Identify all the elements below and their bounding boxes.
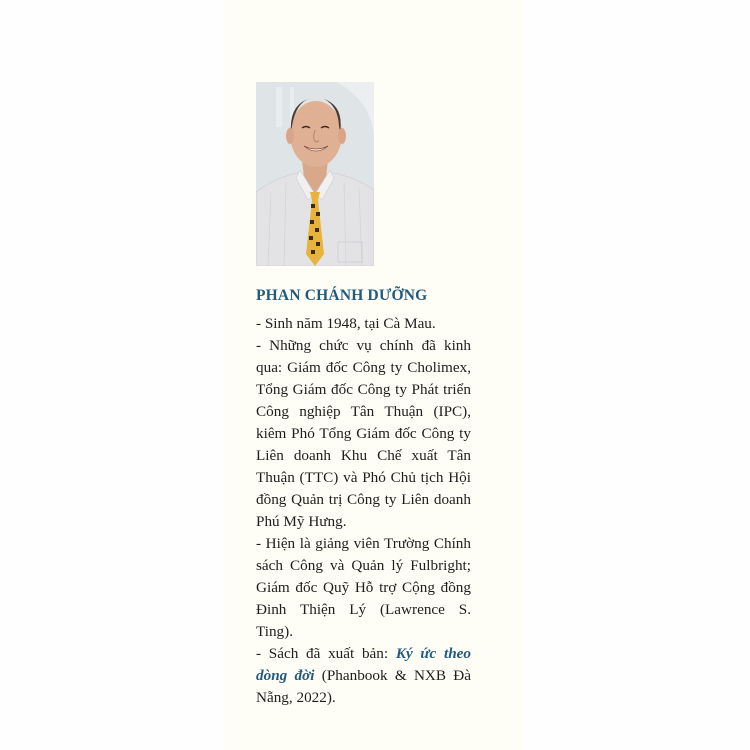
author-bio [256, 285, 471, 709]
bio-item-birth: - Sinh năm 1948, tại Cà Mau. [256, 315, 436, 332]
portrait-image-icon [256, 82, 374, 266]
bio-item-positions: - Những chức vụ chính đã kinh qua: Giám đốc Công ty Cholimex, Tổng Giám đốc Công ty Phát triển Công nghiệp Tân Thuận (IPC), kiêm Phó Tổng Giám đốc Công ty Liên doanh Khu Chế xuất Tân Thuận (TTC) và Phó Chủ tịch Hội đồng Quản trị Công ty Liên doanh Phú Mỹ Hưng. [256, 337, 471, 530]
author-name: PHAN CHÁNH DƯỠNG [256, 287, 428, 304]
book-back-cover-panel [225, 0, 522, 750]
published-books-suffix: (Phanbook & NXB Đà Nẵng, 2022). [256, 667, 471, 706]
bio-item-published-books [256, 643, 471, 709]
book-title: Ký ức theo dòng đời [256, 645, 471, 684]
bio-item-current-role: - Hiện là giảng viên Trường Chính sách Công và Quản lý Fulbright; Giám đốc Quỹ Hỗ trợ Cộng đồng Đinh Thiện Lý (Lawrence S. Ting). [256, 535, 471, 640]
author-portrait [256, 82, 374, 266]
published-books-prefix: - Sách đã xuất bản: [256, 645, 396, 662]
